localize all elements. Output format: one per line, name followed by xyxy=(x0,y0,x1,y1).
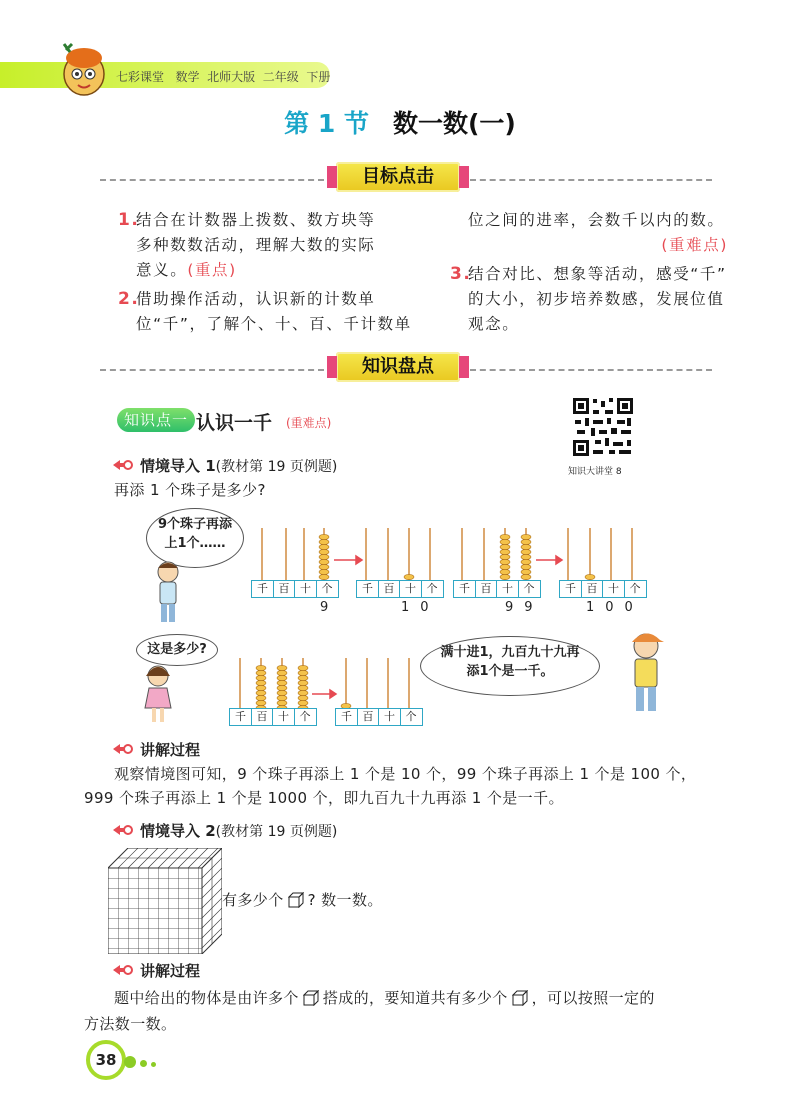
explain2-line-1-b: 搭成的，要知道共有多少个 xyxy=(322,989,508,1007)
goal-2-line-1: 借助操作活动，认识新的计数单 xyxy=(136,290,376,308)
page-number: 38 xyxy=(86,1040,126,1080)
abacus-value-1: 9 xyxy=(320,600,340,615)
scene2-heading: 情境导入 2 xyxy=(140,822,216,840)
explain2-line-1-c: ，可以按照一定的 xyxy=(531,989,655,1007)
goal-2-line-3: 位之间的进率，会数千以内的数。 xyxy=(468,211,725,229)
knowledge-point-tag: (重难点) xyxy=(286,416,332,430)
goal-1-tag: (重点) xyxy=(187,261,237,279)
explain2-line-1 xyxy=(114,986,754,1010)
place-value-labels-4 xyxy=(559,580,645,598)
label-thousand: 千 xyxy=(335,708,358,726)
scene2-question xyxy=(222,888,383,912)
label-thousand: 千 xyxy=(559,580,582,598)
footer-dot-medium xyxy=(140,1060,147,1067)
goal-1-line-3: 意义。 xyxy=(136,261,188,279)
label-thousand: 千 xyxy=(356,580,379,598)
small-cube-icon xyxy=(303,990,319,1006)
knowledge-point-label: 知识点一 xyxy=(117,408,195,432)
knowledge-point-title: 认识一千 xyxy=(196,412,273,434)
label-hundred: 百 xyxy=(273,580,296,598)
label-thousand: 千 xyxy=(251,580,274,598)
explain1-line-2: 999 个珠子再添上 1 个是 1000 个，即九百九十九再添 1 个是一千。 xyxy=(84,789,564,807)
label-one: 个 xyxy=(316,580,339,598)
abacus-row-1 xyxy=(246,528,666,584)
knowledge-banner: 知识盘点 xyxy=(336,352,460,382)
abacus-value-4: 100 xyxy=(586,600,644,615)
label-hundred: 百 xyxy=(581,580,604,598)
divider-right-2 xyxy=(470,369,712,371)
explain1-heading xyxy=(140,739,200,760)
scene1-ref: (教材第 19 页例题) xyxy=(215,459,338,475)
explain1-line-1: 观察情境图可知，9 个珠子再添上 1 个是 10 个，99 个珠子再添上 1 个是 100 个， xyxy=(114,765,697,783)
scene1-question: 再添 1 个珠子是多少? xyxy=(114,481,266,499)
label-thousand: 千 xyxy=(229,708,252,726)
speech-bubble-boy xyxy=(146,508,244,568)
scene2-ref: (教材第 19 页例题) xyxy=(215,824,338,840)
goal-1-line-2: 多种数数活动，理解大数的实际 xyxy=(136,236,376,254)
pointer-icon xyxy=(112,964,134,976)
label-ten: 十 xyxy=(294,580,317,598)
thousand-cube-icon xyxy=(108,848,222,954)
goal-1-line-1: 结合在计数器上拨数、数方块等 xyxy=(136,211,376,229)
label-one: 个 xyxy=(624,580,647,598)
explain2-line-2: 方法数一数。 xyxy=(84,1015,177,1033)
goal-3-line-3: 观念。 xyxy=(468,315,520,333)
explain2-heading-text: 讲解过程 xyxy=(140,962,201,980)
goals-banner: 目标点击 xyxy=(336,162,460,192)
label-one: 个 xyxy=(400,708,423,726)
explain2-heading xyxy=(140,960,200,981)
label-hundred: 百 xyxy=(357,708,380,726)
book-info: 七彩课堂 数学 北师大版 二年级 下册 xyxy=(116,70,331,84)
goal-2-tag: (重难点) xyxy=(661,236,728,254)
footer-dot-large xyxy=(124,1056,136,1068)
goal-1 xyxy=(118,208,436,283)
girl-figure-icon xyxy=(140,664,176,724)
chapter-number: 第 1 节 xyxy=(284,109,369,138)
place-value-labels-1 xyxy=(251,580,337,598)
place-value-labels-3 xyxy=(453,580,539,598)
qr-code-icon[interactable] xyxy=(571,396,635,458)
label-hundred: 百 xyxy=(475,580,498,598)
abacus-row-2 xyxy=(226,658,426,710)
label-ten: 十 xyxy=(378,708,401,726)
pointer-icon xyxy=(112,459,134,471)
goal-1-number: 1. xyxy=(118,210,140,230)
scene1-heading-row xyxy=(140,455,337,476)
boy-figure-icon xyxy=(150,560,186,630)
label-hundred: 百 xyxy=(251,708,274,726)
label-ten: 十 xyxy=(496,580,519,598)
abacus-value-2: 10 xyxy=(401,600,440,615)
scene2-question-b: ? 数一数。 xyxy=(307,891,383,909)
divider-left xyxy=(100,179,324,181)
label-ten: 十 xyxy=(602,580,625,598)
goal-2-line-2: 位“千”，了解个、十、百、千计数单 xyxy=(136,315,412,333)
label-thousand: 千 xyxy=(453,580,476,598)
speech-bubble-boy-2 xyxy=(420,636,600,696)
place-value-labels-6 xyxy=(335,708,421,726)
small-cube-icon xyxy=(512,990,528,1006)
label-one: 个 xyxy=(421,580,444,598)
goal-3-line-2: 的大小，初步培养数感，发展位值 xyxy=(468,290,725,308)
qr-caption: 知识大讲堂 8 xyxy=(568,467,622,477)
speech-bubble-girl: 这是多少? xyxy=(136,634,218,666)
chapter-heading xyxy=(0,104,800,140)
boy-with-cap-icon xyxy=(624,630,668,716)
label-ten: 十 xyxy=(272,708,295,726)
place-value-labels-2 xyxy=(356,580,442,598)
scene2-heading-row xyxy=(140,820,337,841)
goal-3-number: 3. xyxy=(450,264,472,284)
goal-3-line-1: 结合对比、想象等活动，感受“千” xyxy=(468,265,727,283)
scene2-question-a: 有多少个 xyxy=(222,891,284,909)
mascot-icon xyxy=(52,40,112,98)
label-hundred: 百 xyxy=(378,580,401,598)
goal-2-number: 2. xyxy=(118,289,140,309)
explain2-line-1-a: 题中给出的物体是由许多个 xyxy=(114,989,299,1007)
label-one: 个 xyxy=(294,708,317,726)
pointer-icon xyxy=(112,824,134,836)
label-ten: 十 xyxy=(399,580,422,598)
place-value-labels-5 xyxy=(229,708,315,726)
small-cube-icon xyxy=(288,892,304,908)
abacus-value-3: 99 xyxy=(505,600,544,615)
goal-2-continued xyxy=(468,208,738,258)
pointer-icon xyxy=(112,743,134,755)
explain1-heading-text: 讲解过程 xyxy=(140,741,201,759)
scene1-heading: 情境导入 1 xyxy=(140,457,216,475)
divider-left-2 xyxy=(100,369,324,371)
chapter-title: 数一数(一) xyxy=(392,109,516,138)
divider-right xyxy=(470,179,712,181)
goal-2 xyxy=(118,287,436,337)
footer-dot-small xyxy=(151,1062,156,1067)
speech-bubble-boy-2-text: 满十进1，九百九十九再添1个是一千。 xyxy=(440,645,580,679)
label-one: 个 xyxy=(518,580,541,598)
speech-bubble-boy-text: 9个珠子再添上1个…… xyxy=(157,517,233,551)
goal-3 xyxy=(450,262,738,337)
